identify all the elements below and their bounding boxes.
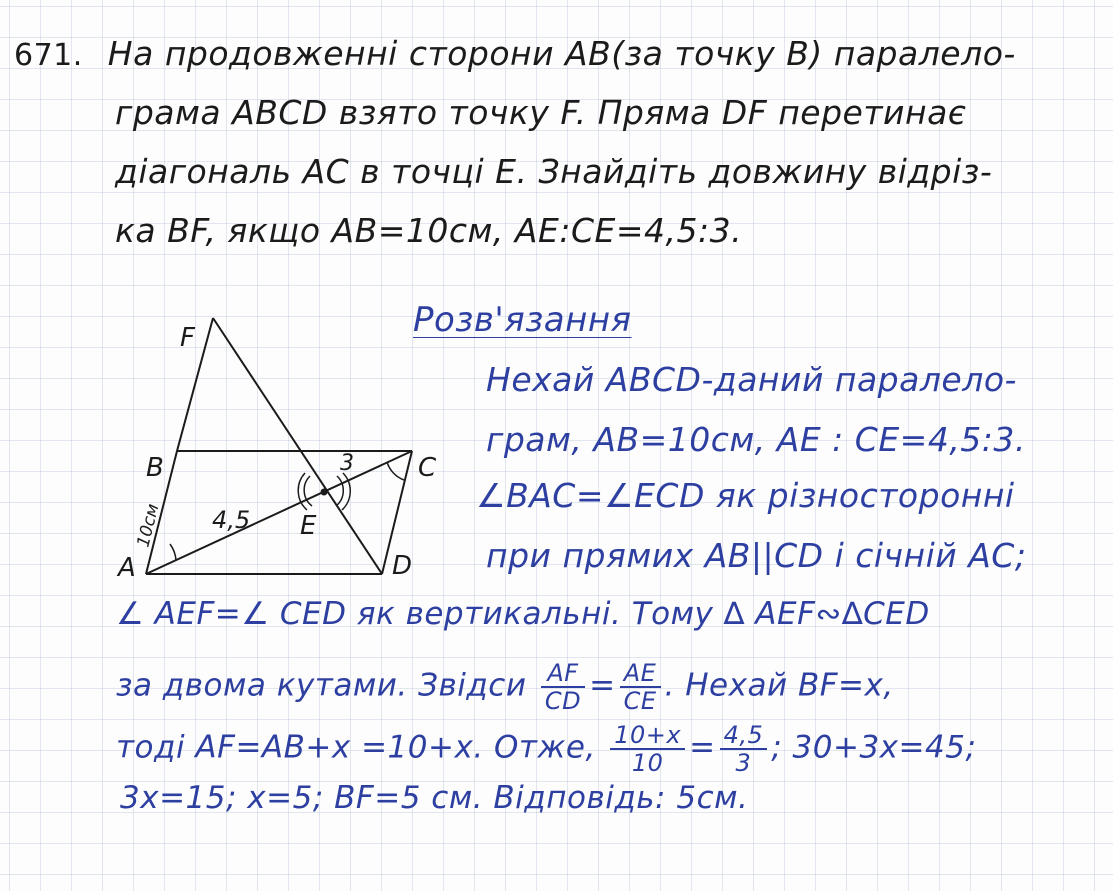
fraction-10x-10 xyxy=(610,722,685,776)
problem-number: 671. xyxy=(14,38,83,73)
solution-line-5: ∠ AEF=∠ CED як вертикальні. Тому ∆ AEF∾∆CED xyxy=(116,596,930,632)
solution-line-6-post: . Нехай BF=x, xyxy=(664,667,894,704)
problem-text-line-1: На продовженні сторони AB(за точку B) паралело- xyxy=(107,34,1016,73)
label-point-a: A xyxy=(118,553,136,583)
fraction-ae-ce xyxy=(620,660,661,714)
solution-line-7-pre: тоді AF=AB+x =10+x. Отже, xyxy=(116,729,596,766)
angle-arc-c xyxy=(387,462,404,480)
solution-line-6-equals: = xyxy=(589,667,616,704)
fraction-10x-10-denominator: 10 xyxy=(631,749,664,777)
label-point-d: D xyxy=(392,551,413,581)
problem-line-2: грама ABCD взято точку F. Пряма DF перетинає xyxy=(115,93,967,132)
problem-line-4: ка BF, якщо AB=10см, AE:CE=4,5:3. xyxy=(115,211,743,250)
solution-line-6-pre: за двома кутами. Звідси xyxy=(116,667,527,704)
solution-line-7 xyxy=(116,722,976,776)
solution-line-7-post: ; 30+3x=45; xyxy=(771,729,977,766)
solution-line-4: при прямих AB||CD і січній AC; xyxy=(486,536,1027,575)
solution-line-7-equals: = xyxy=(689,729,716,766)
label-point-e: E xyxy=(300,511,317,541)
angle-arc-e-right xyxy=(336,476,343,506)
solution-line-6 xyxy=(116,660,894,714)
parallelogram-diagram xyxy=(100,290,460,590)
fraction-45-3 xyxy=(720,722,768,776)
solution-line-8: 3x=15; x=5; BF=5 см. Відповідь: 5см. xyxy=(120,780,749,816)
diagonal-ac xyxy=(146,451,412,574)
fraction-af-cd xyxy=(541,660,585,714)
solution-heading: Розв'язання xyxy=(413,300,632,340)
fraction-af-cd-numerator: AF xyxy=(541,660,585,688)
fraction-45-3-denominator: 3 xyxy=(735,749,752,777)
angle-arc-e-left-2 xyxy=(298,473,307,510)
fraction-45-3-numerator: 4,5 xyxy=(720,722,768,750)
label-point-f: F xyxy=(180,323,195,353)
label-ab-length: 10см xyxy=(133,501,164,550)
label-point-b: B xyxy=(146,453,164,483)
solution-line-2: грам, AB=10см, AE : CE=4,5:3. xyxy=(486,420,1026,459)
angle-arc-a xyxy=(170,544,176,560)
label-ec-length: 3 xyxy=(340,451,354,476)
fraction-ae-ce-denominator: CE xyxy=(623,687,657,715)
label-point-c: C xyxy=(418,453,437,483)
solution-line-3: ∠BAC=∠ECD як різносторонні xyxy=(476,476,1015,515)
angle-arc-e-left xyxy=(304,476,312,506)
solution-line-1: Нехай ABCD-даний паралело- xyxy=(486,360,1017,399)
problem-line-3: діагональ AC в точці E. Знайдіть довжину відріз- xyxy=(115,152,993,191)
segment-fd xyxy=(213,318,382,574)
problem-line-1 xyxy=(14,34,1016,76)
point-e xyxy=(321,489,328,496)
fraction-10x-10-numerator: 10+x xyxy=(610,722,685,750)
fraction-ae-ce-numerator: AE xyxy=(620,660,661,688)
label-ae-length: 4,5 xyxy=(212,506,251,534)
fraction-af-cd-denominator: CD xyxy=(544,687,582,715)
